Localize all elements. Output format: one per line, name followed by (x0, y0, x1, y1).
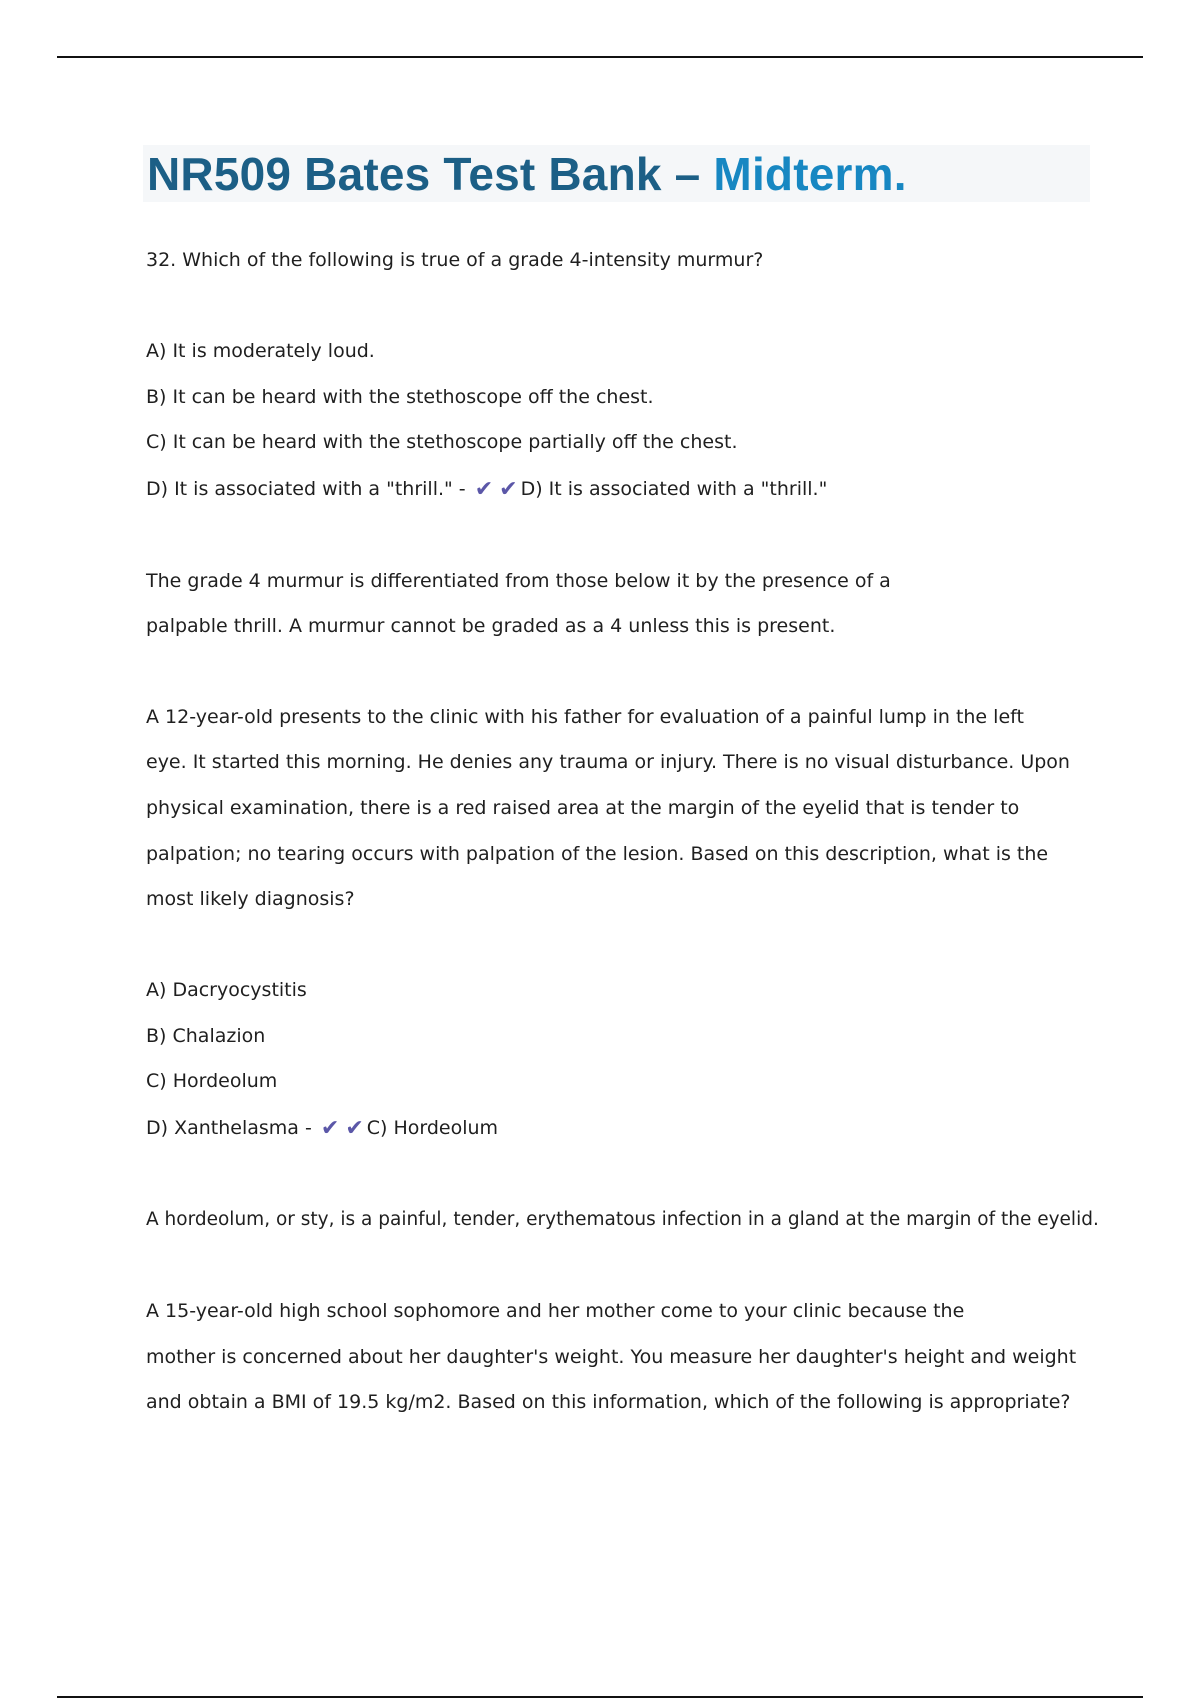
q1-rationale-line-1: The grade 4 murmur is differentiated from those below it by the presence of a (146, 570, 891, 592)
q2-option-d: D) Xanthelasma - (146, 1117, 318, 1139)
q2-answer: C) Hordeolum (366, 1117, 499, 1139)
q2-option-b: B) Chalazion (146, 1025, 266, 1047)
q2-option-d-row (146, 1116, 498, 1141)
page-title (147, 146, 907, 202)
q1-option-c: C) It can be heard with the stethoscope partially off the chest. (146, 431, 738, 453)
q1-rationale-line-2: palpable thrill. A murmur cannot be graded as a 4 unless this is present. (146, 615, 836, 637)
q1-option-d: D) It is associated with a "thrill." - (146, 478, 472, 500)
q1-option-b: B) It can be heard with the stethoscope off the chest. (146, 386, 654, 408)
q3-stem-line-3: and obtain a BMI of 19.5 kg/m2. Based on this information, which of the following is appropriate? (146, 1391, 1071, 1413)
bottom-rule (57, 1696, 1143, 1698)
check-icon: ✔ (345, 1116, 364, 1141)
q2-stem-line-2: eye. It started this morning. He denies any trauma or injury. There is no visual disturbance. Upon (146, 751, 1070, 773)
q2-stem-line-1: A 12-year-old presents to the clinic with his father for evaluation of a painful lump in the left (146, 706, 1024, 728)
q2-stem-line-3: physical examination, there is a red raised area at the margin of the eyelid that is tender to (146, 797, 1020, 819)
check-icon: ✔ (499, 477, 518, 502)
q2-rationale: A hordeolum, or sty, is a painful, tender, erythematous infection in a gland at the margin of the eyelid. (146, 1209, 1099, 1230)
q1-option-a: A) It is moderately loud. (146, 340, 375, 362)
top-rule (57, 56, 1143, 58)
title-main: NR509 Bates Test Bank – (147, 148, 714, 200)
check-icon: ✔ (474, 477, 494, 502)
q1-answer: D) It is associated with a "thrill." (520, 478, 828, 500)
q2-option-c: C) Hordeolum (146, 1070, 278, 1092)
q1-question: 32. Which of the following is true of a grade 4-intensity murmur? (146, 249, 764, 271)
q3-stem-line-2: mother is concerned about her daughter's weight. You measure her daughter's height and weight (146, 1346, 1077, 1368)
check-icon: ✔ (320, 1116, 340, 1141)
q2-stem-line-5: most likely diagnosis? (146, 888, 355, 910)
q3-stem-line-1: A 15-year-old high school sophomore and her mother come to your clinic because the (146, 1300, 965, 1322)
title-suffix: Midterm. (713, 148, 907, 200)
q2-stem-line-4: palpation; no tearing occurs with palpation of the lesion. Based on this description, what is the (146, 843, 1049, 865)
q1-option-d-row (146, 477, 827, 502)
q2-option-a: A) Dacryocystitis (146, 979, 307, 1001)
